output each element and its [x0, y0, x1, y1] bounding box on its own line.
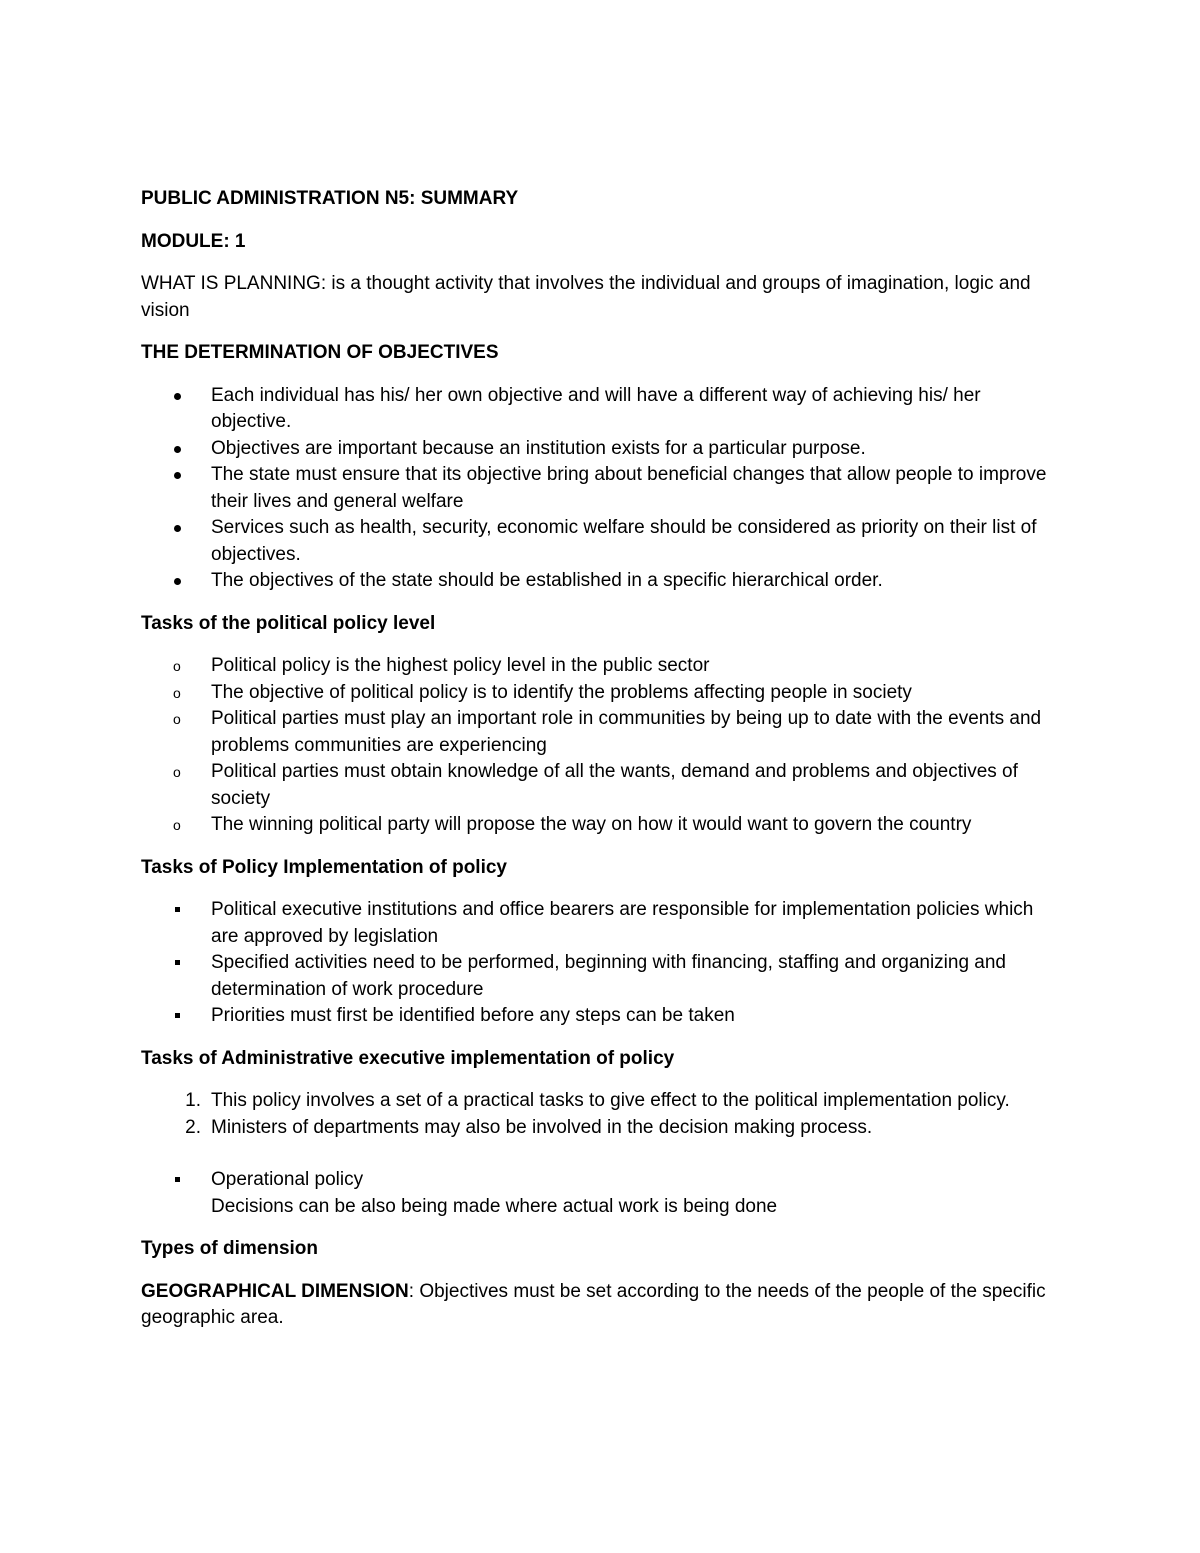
- list-item: Objectives are important because an institution exists for a particular purpose.: [211, 437, 866, 459]
- list-item: [141, 1167, 1066, 1220]
- geographical-dimension: [141, 1279, 1066, 1332]
- circle-bullet-icon: o: [173, 764, 181, 780]
- political-policy-heading: Tasks of the political policy level: [141, 612, 436, 634]
- operational-policy-list: [141, 1167, 1066, 1220]
- list-item: Priorities must first be identified before any steps can be taken: [211, 1005, 735, 1026]
- geographical-dimension-label: GEOGRAPHICAL DIMENSION: [141, 1280, 409, 1302]
- list-item: Specified activities need to be performed, beginning with financing, staffing and organizing and determination of work procedure: [211, 952, 1007, 1000]
- objectives-list: [141, 383, 1066, 595]
- geographical-dimension-text: : Objectives must be set according to the needs of the people of the specific geographic area.: [141, 1280, 1046, 1328]
- list-item: o Political parties must obtain knowledge of all the wants, demand and problems and objectives of society: [173, 761, 1018, 809]
- list-item: o Political parties must play an important role in communities by being up to date with the events and problems communities are experiencing: [173, 708, 1042, 756]
- document-body: [141, 186, 1066, 1332]
- dimension-heading: Types of dimension: [141, 1238, 319, 1259]
- implementation-heading: Tasks of Policy Implementation of policy: [141, 856, 508, 878]
- document-title: PUBLIC ADMINISTRATION N5: SUMMARY: [141, 188, 519, 209]
- module-heading: MODULE: 1: [141, 230, 246, 252]
- political-policy-list: [141, 653, 1066, 839]
- list-item: 1. This policy involves a set of a practical tasks to give effect to the political implementation policy.: [185, 1090, 1010, 1111]
- circle-bullet-icon: o: [173, 684, 181, 701]
- list-item: o Political policy is the highest policy level in the public sector: [141, 653, 1066, 680]
- circle-bullet-icon: o: [173, 817, 181, 833]
- operational-policy-text: Decisions can be also being made where actual work is being done: [211, 1195, 778, 1217]
- circle-bullet-icon: o: [173, 658, 181, 674]
- list-item: Each individual has his/ her own objective and will have a different way of achieving his/ her objective.: [211, 384, 981, 432]
- list-item: The state must ensure that its objective bring about beneficial changes that allow people to improve their lives and general welfare: [211, 464, 1047, 512]
- planning-definition: WHAT IS PLANNING: is a thought activity that involves the individual and groups of imagination, logic and vision: [141, 273, 1031, 321]
- list-item: Political executive institutions and office bearers are responsible for implementation policies which are approved by legislation: [211, 899, 1034, 947]
- list-item: The objectives of the state should be established in a specific hierarchical order.: [211, 570, 883, 591]
- list-item: 2. Ministers of departments may also be involved in the decision making process.: [185, 1116, 873, 1138]
- operational-policy-title: Operational policy: [211, 1169, 364, 1190]
- implementation-list: [141, 897, 1066, 1030]
- list-item: Services such as health, security, economic welfare should be considered as priority on their list of objectives.: [211, 517, 1037, 565]
- admin-implementation-heading: Tasks of Administrative executive implementation of policy: [141, 1047, 675, 1069]
- circle-bullet-icon: o: [173, 711, 181, 727]
- list-item: o The winning political party will propose the way on how it would want to govern the country: [141, 812, 1066, 839]
- admin-implementation-list: [141, 1088, 1066, 1141]
- list-item: o The objective of political policy is to identify the problems affecting people in society: [141, 680, 1066, 707]
- objectives-heading: THE DETERMINATION OF OBJECTIVES: [141, 342, 499, 363]
